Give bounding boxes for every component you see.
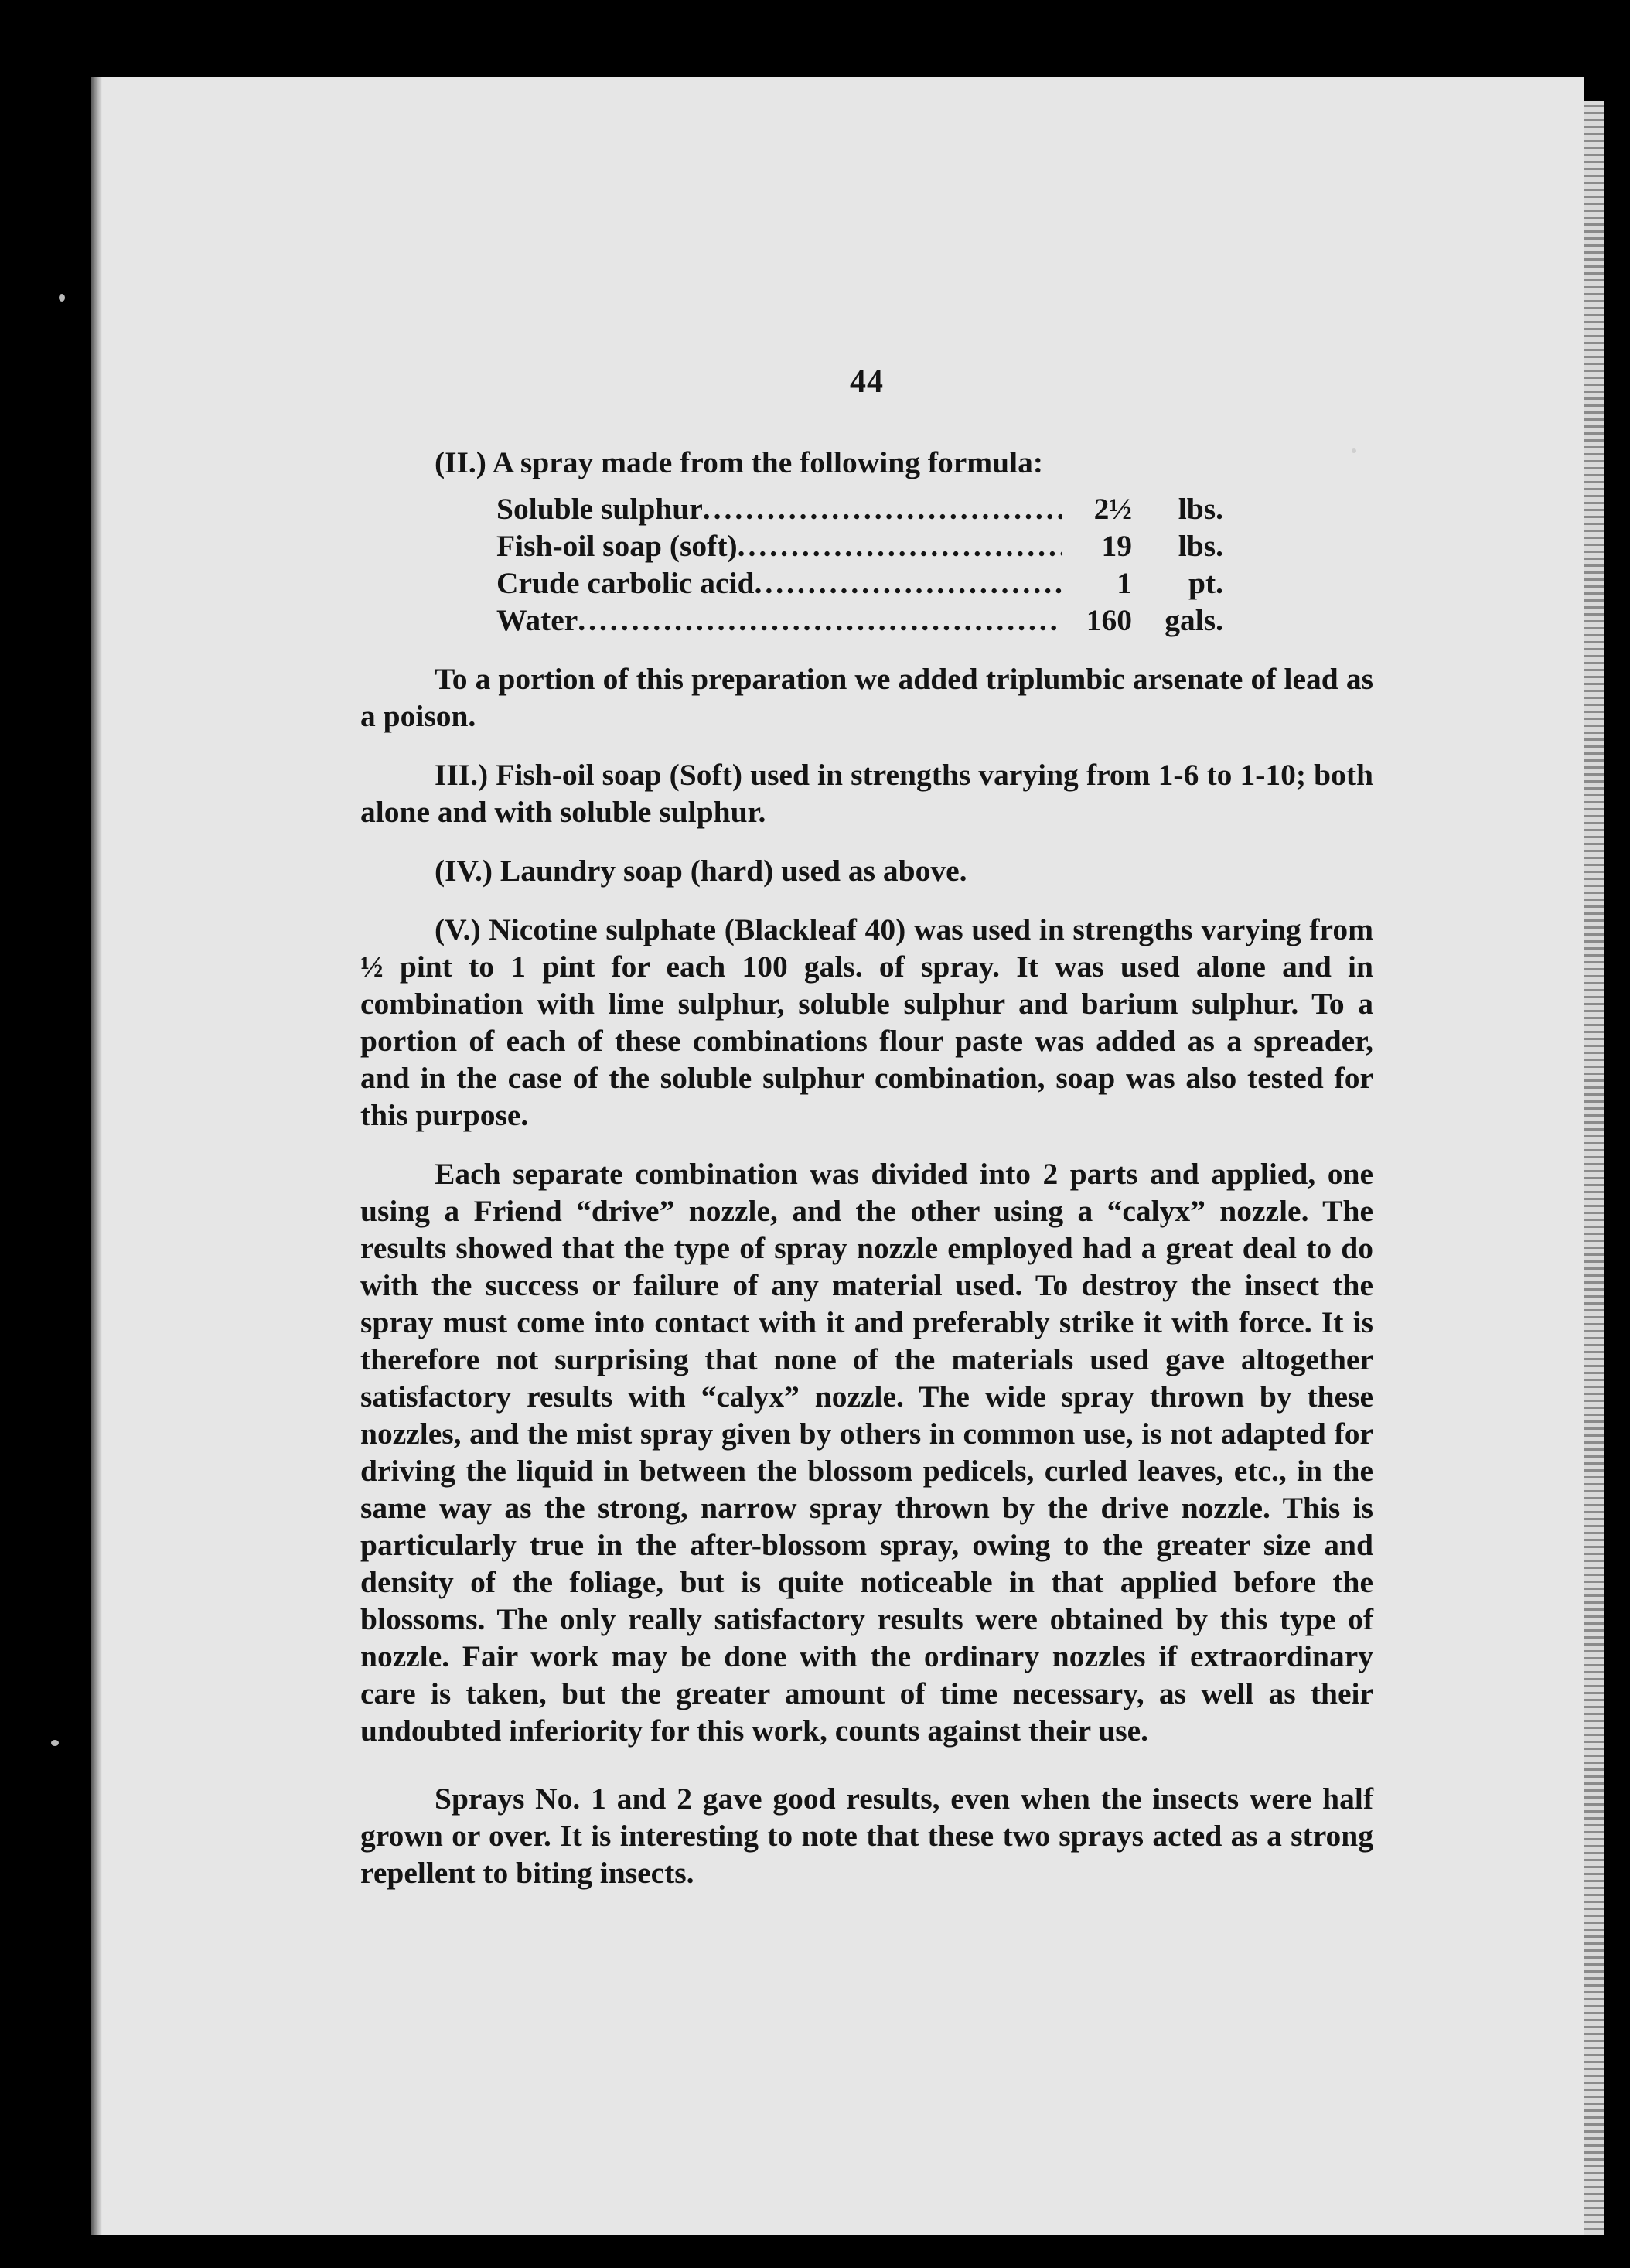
formula-row — [496, 527, 1223, 564]
page-fore-edge — [1584, 101, 1604, 2235]
ingredient-quantity: 1 — [1117, 566, 1132, 600]
ingredient-unit: gals. — [1165, 603, 1223, 637]
paragraph-spray-v: (V.) Nicotine sulphate (Blackleaf 40) was used in strengths varying from ½ pint to 1 pint for each 100 gals. of spray. It was used alone and in combination with lime sulphur, soluble sulphur and barium sulphur. To a portion of each of these combinations flour paste was added as a spreader, and in the case of the soluble sulphur combination, soap was also tested for this purpose. — [360, 912, 1373, 1132]
ingredient-quantity: 2½ — [1093, 492, 1132, 526]
paragraph-spray-iii: III.) Fish-oil soap (Soft) used in strengths varying from 1-6 to 1-10; both alone and with soluble sulphur. — [360, 758, 1373, 829]
page-binding-edge — [91, 77, 102, 2235]
leader-dots — [703, 490, 1062, 527]
page-number: 44 — [850, 364, 884, 400]
page-text-block — [360, 363, 1373, 1913]
ingredient-name: Water — [496, 603, 578, 637]
leader-dots — [578, 602, 1062, 639]
paragraph-spray-results: Sprays No. 1 and 2 gave good results, even when the insects were half grown or over. It is interesting to note that these two sprays acted as a strong repellent to biting insects. — [360, 1782, 1373, 1890]
ingredient-unit: pt. — [1188, 566, 1223, 600]
ingredient-name: Soluble sulphur — [496, 492, 703, 526]
formula-row — [496, 564, 1223, 602]
ingredient-quantity: 19 — [1101, 529, 1132, 563]
paragraph-spray-iv: (IV.) Laundry soap (hard) used as above. — [435, 854, 967, 888]
leader-dots — [755, 564, 1062, 602]
leader-dots — [738, 527, 1062, 564]
scan-speck — [51, 1740, 59, 1746]
paragraph-nozzle-results: Each separate combination was divided into 2 parts and applied, one using a Friend “drive” nozzle, and the other using a “calyx” nozzle. The results showed that the type of spray nozzle employed had a great deal to do with the success or failure of any material used. To destroy the insect the spray must come into contact with it and preferably strike it with force. It is therefore not surprising that none of the materials used gave altogether satisfactory results with “calyx” nozzle. The wide spray thrown by these nozzles, and the mist spray given by others in common use, is not adapted for driving the liquid in between the blossom pedicels, curled leaves, etc., in the same way as the strong, narrow spray thrown by the drive nozzle. This is particularly true in the after-blossom spray, owing to the greater size and density of the foliage, but is quite noticeable in that applied before the blossoms. The only really satisfactory results were obtained by this type of nozzle. Fair work may be done with the ordinary nozzles if extraordinary care is taken, but the greater amount of time necessary, as well as their undoubted inferiority for this work, counts against their use. — [360, 1157, 1373, 1748]
formula-table — [496, 490, 1223, 639]
ingredient-name: Crude carbolic acid — [496, 566, 755, 600]
paragraph-arsenate: To a portion of this preparation we added triplumbic arsenate of lead as a poison. — [360, 662, 1373, 733]
ingredient-unit: lbs. — [1178, 529, 1223, 563]
spray-ii-heading: (II.) A spray made from the following formula: — [435, 445, 1044, 479]
scan-speck — [59, 294, 65, 302]
formula-row — [496, 490, 1223, 527]
ingredient-name: Fish-oil soap (soft) — [496, 529, 738, 563]
ingredient-quantity: 160 — [1086, 603, 1132, 637]
ingredient-unit: lbs. — [1178, 492, 1223, 526]
formula-row — [496, 602, 1223, 639]
